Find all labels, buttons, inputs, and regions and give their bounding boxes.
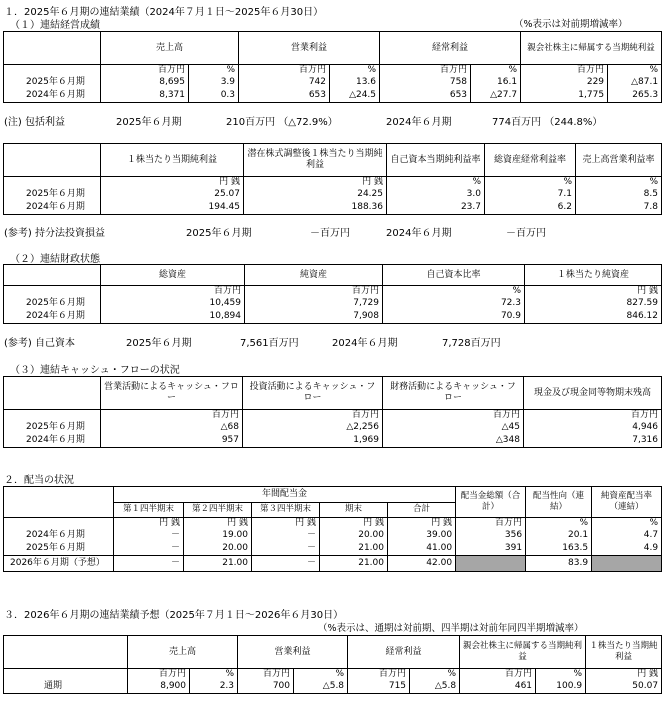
header-operating-cf: 営業活動によるキャッシュ・フロー — [101, 377, 243, 410]
subsection-title-operating-results: （１）連結経営成績 — [10, 20, 100, 31]
value-cell: － — [252, 556, 320, 572]
value-cell: 653 — [239, 89, 330, 103]
unit: % — [576, 177, 662, 189]
operating-results-table — [3, 31, 662, 103]
value-cell: 21.00 — [320, 556, 388, 572]
header-financing-cf: 財務活動によるキャッシュ・フロー — [383, 377, 524, 410]
header-sales: 売上高 — [128, 636, 238, 669]
value-cell: 957 — [101, 434, 243, 448]
unit: 百万円 — [524, 410, 662, 422]
row-label: 2025年６月期 — [4, 188, 101, 201]
unit: % — [387, 177, 485, 189]
header-diluted-eps: 潜在株式調整後１株当たり当期純利益 — [244, 144, 387, 177]
unit: 円 銭 — [244, 177, 387, 189]
comprehensive-income-year1: 2025年６月期 — [116, 117, 182, 128]
value-cell: 3.9 — [189, 76, 239, 89]
section-title-forecast: ３．2026年６月期の連結業績予想（2025年７月１日～2026年６月30日） — [4, 610, 344, 621]
equity-method-value2: －百万円 — [506, 228, 546, 239]
cash-flow-table — [3, 376, 662, 448]
unit: % — [485, 177, 576, 189]
unit: 円 銭 — [184, 518, 252, 530]
value-cell: 7,729 — [245, 297, 383, 310]
header-roe: 自己資本当期純利益率 — [387, 144, 485, 177]
value-cell: △87.1 — [608, 76, 662, 89]
row-label: 2024年６月期 — [4, 310, 101, 324]
unit: 百万円 — [101, 286, 245, 298]
equity-method-value1: －百万円 — [310, 228, 350, 239]
header-net-profit: 親会社株主に帰属する当期純利益 — [460, 636, 586, 669]
unit: % — [410, 669, 460, 681]
header-total: 合計 — [388, 502, 456, 518]
value-cell: 461 — [460, 680, 536, 694]
unit: 百万円 — [460, 669, 536, 681]
value-cell: 6.2 — [485, 201, 576, 215]
value-cell: 229 — [521, 76, 608, 89]
header-doe: 純資産配当率（連結） — [592, 487, 662, 518]
unit: % — [471, 65, 521, 77]
value-cell: 8,900 — [128, 680, 190, 694]
section-title-results: １．2025年６月期の連結業績（2024年７月１日～2025年６月30日） — [4, 7, 324, 18]
unit: % — [608, 65, 662, 77]
value-cell: 19.00 — [184, 529, 252, 542]
own-capital-year1: 2025年６月期 — [126, 338, 192, 349]
value-cell: 700 — [238, 680, 294, 694]
value-cell: 265.3 — [608, 89, 662, 103]
header-total-assets: 総資産 — [101, 265, 245, 286]
financial-position-table — [3, 264, 662, 324]
header-operating-profit: 営業利益 — [238, 636, 348, 669]
value-cell: 4.9 — [592, 542, 662, 556]
value-cell: － — [114, 529, 184, 542]
forecast-table — [3, 635, 662, 694]
unit: 百万円 — [101, 410, 243, 422]
value-cell: 4.7 — [592, 529, 662, 542]
row-label: 2025年６月期 — [4, 421, 101, 434]
unit: 円 銭 — [586, 669, 662, 681]
row-label: 2024年６月期 — [4, 201, 101, 215]
header-annual-dividend: 年間配当金 — [114, 487, 456, 503]
equity-method-label: (参考) 持分法投資損益 — [4, 228, 105, 239]
equity-method-year2: 2024年６月期 — [386, 228, 452, 239]
value-cell: 1,775 — [521, 89, 608, 103]
header-sales: 売上高 — [101, 32, 239, 65]
subsection-title-financial-position: （２）連結財政状態 — [10, 254, 100, 265]
unit: 百万円 — [380, 65, 471, 77]
value-cell: － — [114, 556, 184, 572]
unit: 百万円 — [456, 518, 526, 530]
row-label: 2025年６月期 — [4, 542, 114, 556]
shaded-cell — [456, 556, 526, 572]
value-cell: 72.3 — [383, 297, 525, 310]
unit: % — [526, 518, 592, 530]
value-cell: 356 — [456, 529, 526, 542]
unit: 円 銭 — [525, 286, 662, 298]
value-cell: 42.00 — [388, 556, 456, 572]
row-label: 2026年６月期（予想） — [4, 556, 114, 572]
value-cell: 391 — [456, 542, 526, 556]
row-label: 2025年６月期 — [4, 297, 101, 310]
unit: 百万円 — [383, 410, 524, 422]
header-payout-ratio: 配当性向（連結） — [526, 487, 592, 518]
value-cell: △5.8 — [294, 680, 348, 694]
value-cell: 846.12 — [525, 310, 662, 324]
value-cell: 13.6 — [330, 76, 380, 89]
value-cell: 2.3 — [190, 680, 238, 694]
note-pct-change: （%表示は対前期増減率） — [514, 19, 628, 30]
unit: 百万円 — [128, 669, 190, 681]
header-q1: 第１四半期末 — [114, 502, 184, 518]
value-cell: 4,946 — [524, 421, 662, 434]
header-total-dividend: 配当金総額（合計） — [456, 487, 526, 518]
header-net-profit: 親会社株主に帰属する当期純利益 — [521, 32, 662, 65]
value-cell: △68 — [101, 421, 243, 434]
value-cell: 21.00 — [320, 542, 388, 556]
own-capital-value2: 7,728百万円 — [442, 338, 501, 349]
note-forecast-pct: （%表示は、通期は対前期、四半期は対前年同四半期増減率） — [318, 623, 584, 634]
unit: % — [190, 669, 238, 681]
comprehensive-income-value1: 210百万円 （△72.9%） — [226, 117, 338, 128]
header-year-end: 期末 — [320, 502, 388, 518]
unit: 円 銭 — [114, 518, 184, 530]
value-cell: － — [252, 542, 320, 556]
header-op-margin: 売上高営業利益率 — [576, 144, 662, 177]
unit: 百万円 — [239, 65, 330, 77]
header-ordinary-profit: 経常利益 — [348, 636, 460, 669]
value-cell: 163.5 — [526, 542, 592, 556]
comprehensive-income-value2: 774百万円 （244.8%） — [492, 117, 603, 128]
value-cell: 1,969 — [243, 434, 383, 448]
dividends-table — [3, 486, 662, 572]
value-cell: 24.25 — [244, 188, 387, 201]
value-cell: △27.7 — [471, 89, 521, 103]
unit: 百万円 — [101, 65, 189, 77]
value-cell: 194.45 — [101, 201, 244, 215]
header-equity-ratio: 自己資本比率 — [383, 265, 525, 286]
value-cell: △348 — [383, 434, 524, 448]
own-capital-year2: 2024年６月期 — [332, 338, 398, 349]
value-cell: 7.1 — [485, 188, 576, 201]
unit: 円 銭 — [320, 518, 388, 530]
value-cell: 827.59 — [525, 297, 662, 310]
row-label: 2024年６月期 — [4, 529, 114, 542]
value-cell: 8.5 — [576, 188, 662, 201]
value-cell: 653 — [380, 89, 471, 103]
unit: % — [189, 65, 239, 77]
value-cell: 100.9 — [536, 680, 586, 694]
value-cell: 20.00 — [320, 529, 388, 542]
value-cell: △45 — [383, 421, 524, 434]
value-cell: 758 — [380, 76, 471, 89]
value-cell: 25.07 — [101, 188, 244, 201]
header-net-assets: 純資産 — [245, 265, 383, 286]
unit: % — [294, 669, 348, 681]
value-cell: 23.7 — [387, 201, 485, 215]
row-label: 2024年６月期 — [4, 89, 101, 103]
header-operating-profit: 営業利益 — [239, 32, 380, 65]
value-cell: 188.36 — [244, 201, 387, 215]
unit: 百万円 — [348, 669, 410, 681]
value-cell: △5.8 — [410, 680, 460, 694]
unit: 百万円 — [243, 410, 383, 422]
unit: 百万円 — [521, 65, 608, 77]
unit: 百万円 — [238, 669, 294, 681]
own-capital-value1: 7,561百万円 — [240, 338, 299, 349]
subsection-title-cash-flow: （３）連結キャッシュ・フローの状況 — [10, 365, 180, 376]
unit: % — [536, 669, 586, 681]
value-cell: 7.8 — [576, 201, 662, 215]
row-label: 通期 — [4, 680, 128, 694]
comprehensive-income-label: (注) 包括利益 — [4, 117, 65, 128]
section-title-dividends: ２．配当の状況 — [4, 475, 74, 486]
unit: 円 銭 — [101, 177, 244, 189]
equity-method-year1: 2025年６月期 — [186, 228, 252, 239]
row-label: 2025年６月期 — [4, 76, 101, 89]
value-cell: 39.00 — [388, 529, 456, 542]
value-cell: 83.9 — [526, 556, 592, 572]
header-investing-cf: 投資活動によるキャッシュ・フロー — [243, 377, 383, 410]
value-cell: △24.5 — [330, 89, 380, 103]
header-bps: １株当たり純資産 — [525, 265, 662, 286]
unit: 百万円 — [245, 286, 383, 298]
value-cell: 50.07 — [586, 680, 662, 694]
value-cell: 7,908 — [245, 310, 383, 324]
own-capital-label: (参考) 自己資本 — [4, 338, 75, 349]
value-cell: 3.0 — [387, 188, 485, 201]
header-cash-balance: 現金及び現金同等物期末残高 — [524, 377, 662, 410]
value-cell: 41.00 — [388, 542, 456, 556]
value-cell: 10,459 — [101, 297, 245, 310]
header-q3: 第３四半期末 — [252, 502, 320, 518]
unit: % — [330, 65, 380, 77]
unit: 円 銭 — [388, 518, 456, 530]
header-roa: 総資産経常利益率 — [485, 144, 576, 177]
value-cell: 8,371 — [101, 89, 189, 103]
value-cell: △2,256 — [243, 421, 383, 434]
value-cell: 20.00 — [184, 542, 252, 556]
value-cell: 21.00 — [184, 556, 252, 572]
value-cell: 8,695 — [101, 76, 189, 89]
value-cell: 16.1 — [471, 76, 521, 89]
header-eps: １株当たり当期純利益 — [101, 144, 244, 177]
value-cell: 742 — [239, 76, 330, 89]
shaded-cell — [592, 556, 662, 572]
value-cell: － — [252, 529, 320, 542]
value-cell: 7,316 — [524, 434, 662, 448]
comprehensive-income-year2: 2024年６月期 — [386, 117, 452, 128]
value-cell: 10,894 — [101, 310, 245, 324]
header-eps: １株当たり当期純利益 — [586, 636, 662, 669]
value-cell: 715 — [348, 680, 410, 694]
header-ordinary-profit: 経常利益 — [380, 32, 521, 65]
unit: % — [592, 518, 662, 530]
header-q2: 第２四半期末 — [184, 502, 252, 518]
unit: % — [383, 286, 525, 298]
value-cell: 0.3 — [189, 89, 239, 103]
corner-cell — [4, 32, 101, 65]
value-cell: 20.1 — [526, 529, 592, 542]
per-share-table — [3, 143, 662, 215]
value-cell: 70.9 — [383, 310, 525, 324]
value-cell: － — [114, 542, 184, 556]
unit: 円 銭 — [252, 518, 320, 530]
row-label: 2024年６月期 — [4, 434, 101, 448]
